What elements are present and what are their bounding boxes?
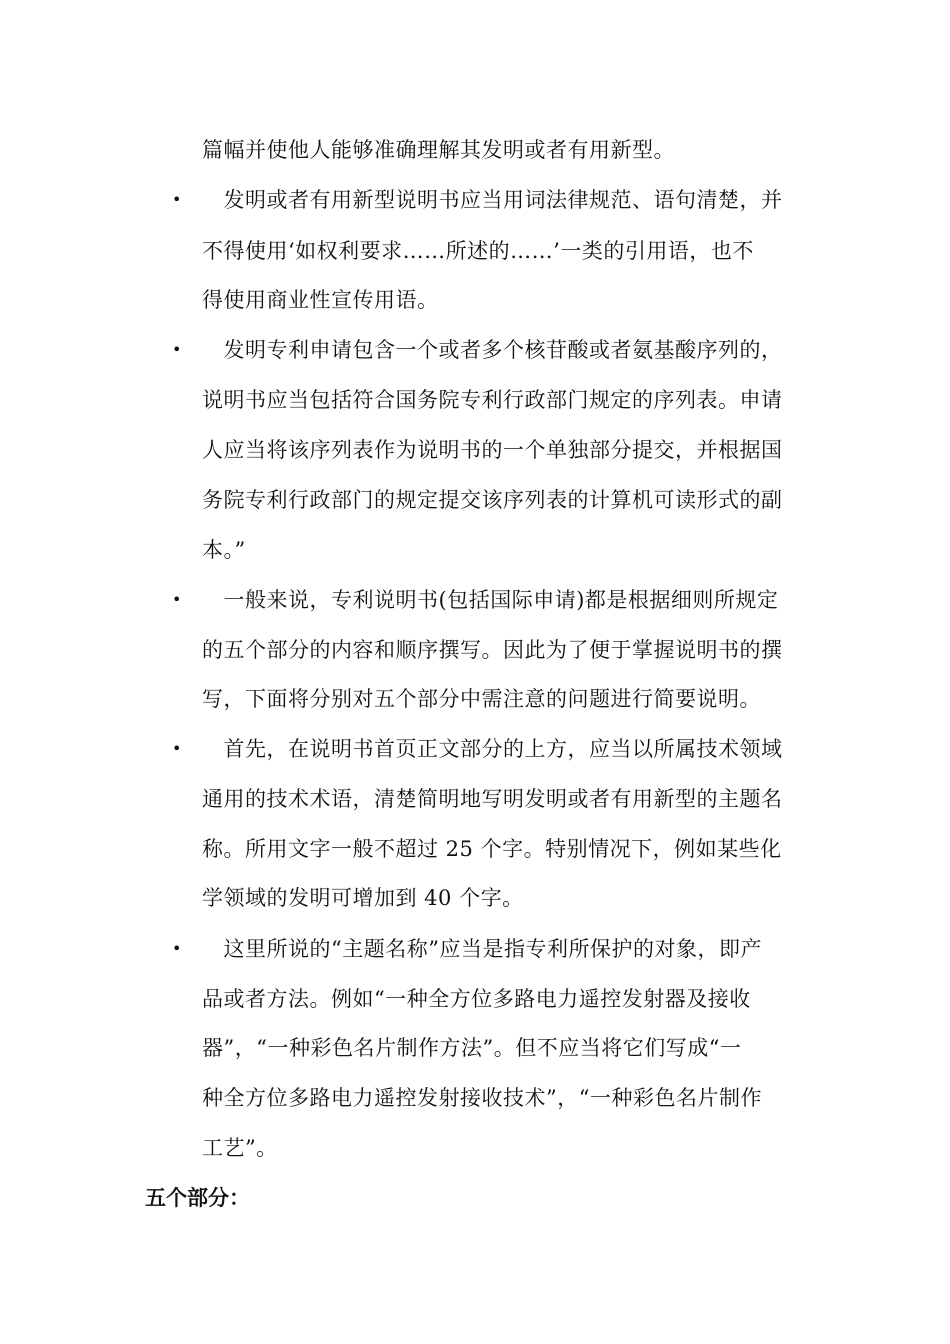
paragraph-line: 不得使用‘如权利要求……所述的……’一类的引用语，也不 [202, 239, 754, 263]
bullet-marker: • [172, 190, 182, 209]
bullet-marker: • [172, 340, 182, 359]
paragraph-line: 务院专利行政部门的规定提交该序列表的计算机可读形式的副 [202, 488, 783, 512]
paragraph-line: 称。所用文字一般不超过 25 个字。特别情况下，例如某些化 [202, 837, 782, 861]
bullet-marker: • [172, 939, 182, 958]
paragraph-line: 发明或者有用新型说明书应当用词法律规范、语句清楚，并 [202, 188, 783, 212]
paragraph-line: 写，下面将分别对五个部分中需注意的问题进行简要说明。 [202, 687, 761, 711]
paragraph-line: 首先，在说明书首页正文部分的上方，应当以所属技术领域 [202, 737, 783, 761]
paragraph-line: 学领域的发明可增加到 40 个字。 [202, 886, 524, 910]
paragraph-line: 的五个部分的内容和顺序撰写。因此为了便于掌握说明书的撰 [202, 638, 783, 662]
paragraph-line: 通用的技术术语，清楚简明地写明发明或者有用新型的主题名 [202, 787, 783, 811]
paragraph-line: 这里所说的“主题名称”应当是指专利所保护的对象，即产 [202, 937, 762, 961]
paragraph-line: 说明书应当包括符合国务院专利行政部门规定的序列表。申请 [202, 388, 783, 412]
paragraph-line: 种全方位多路电力遥控发射接收技术”，“一种彩色名片制作 [202, 1086, 762, 1110]
bullet-marker: • [172, 590, 182, 609]
paragraph-line: 人应当将该序列表作为说明书的一个单独部分提交，并根据国 [202, 438, 783, 462]
section-heading: 五个部分： [145, 1186, 250, 1210]
bullet-marker: • [172, 739, 182, 758]
paragraph-line: 品或者方法。例如“一种全方位多路电力遥控发射器及接收 [202, 987, 751, 1011]
paragraph-line: 得使用商业性宣传用语。 [202, 288, 439, 312]
paragraph-line: 一般来说，专利说明书(包括国际申请)都是根据细则所规定 [202, 588, 779, 612]
continuation-text: 篇幅并使他人能够准确理解其发明或者有用新型。 [202, 138, 675, 162]
paragraph-line: 发明专利申请包含一个或者多个核苷酸或者氨基酸序列的， [202, 338, 783, 362]
paragraph-line: 工艺”。 [202, 1136, 278, 1160]
paragraph-line: 本。” [202, 538, 246, 562]
paragraph-line: 器”，“一种彩色名片制作方法”。但不应当将它们写成“一 [202, 1036, 742, 1060]
